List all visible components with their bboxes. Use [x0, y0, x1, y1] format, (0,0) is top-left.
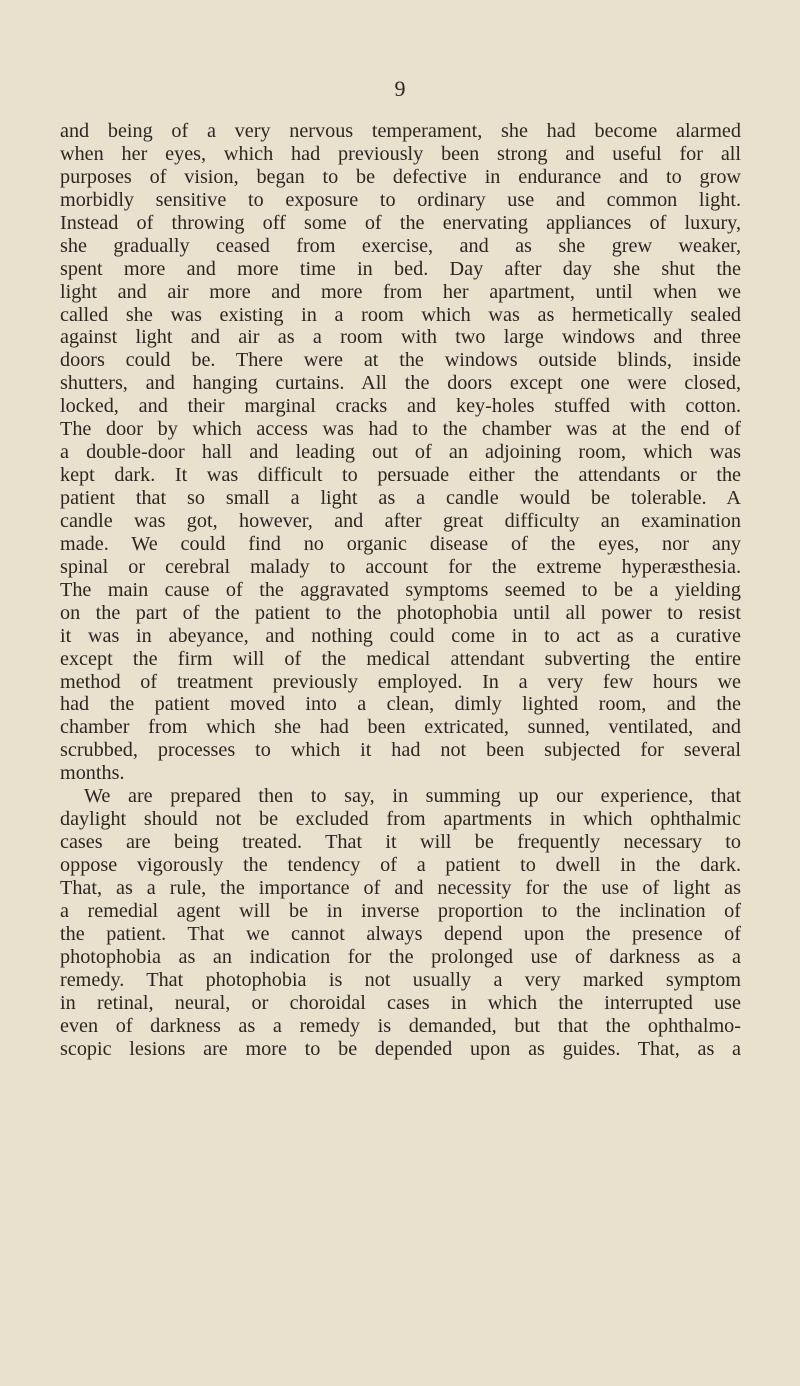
text-line: shutters, and hanging curtains. All the doors except one were closed,: [60, 372, 741, 395]
text-line: We are prepared then to say, in summing up our experience, that: [84, 785, 741, 808]
text-line: scopic lesions are more to be depended upon as guides. That, as a: [60, 1037, 741, 1060]
text-line: when her eyes, which had previously been strong and useful for all: [60, 142, 741, 165]
text-line: method of treatment previously employed. In a very few hours we: [60, 670, 741, 693]
text-line: chamber from which she had been extricated, sunned, ventilated, and: [60, 716, 741, 739]
text-line: light and air more and more from her apartment, until when we: [60, 280, 741, 303]
text-line: photophobia as an indication for the prolonged use of darkness as a: [60, 945, 741, 968]
text-line: That, as a rule, the importance of and necessity for the use of light as: [60, 876, 741, 899]
text-line: on the part of the patient to the photophobia until all power to resist: [60, 601, 741, 624]
text-line: spinal or cerebral malady to account for the extreme hyperæsthesia.: [60, 555, 741, 578]
text-line: morbidly sensitive to exposure to ordinary use and common light.: [60, 188, 741, 211]
text-line: in retinal, neural, or choroidal cases in which the interrupted use: [60, 991, 741, 1014]
text-line: Instead of throwing off some of the enervating appliances of luxury,: [60, 211, 741, 234]
text-line: she gradually ceased from exercise, and as she grew weaker,: [60, 234, 741, 257]
text-line: daylight should not be excluded from apartments in which ophthalmic: [60, 808, 741, 831]
text-line: the patient. That we cannot always depend upon the presence of: [60, 922, 741, 945]
text-line: spent more and more time in bed. Day after day she shut the: [60, 257, 741, 280]
text-line: a double-door hall and leading out of an adjoining room, which was: [60, 441, 741, 464]
text-line: even of darkness as a remedy is demanded, but that the ophthalmo-: [60, 1014, 741, 1037]
body-text: [60, 120, 741, 1060]
text-line: The main cause of the aggravated symptoms seemed to be a yielding: [60, 578, 741, 601]
text-line: made. We could find no organic disease of the eyes, nor any: [60, 532, 741, 555]
text-line: against light and air as a room with two large windows and three: [60, 326, 741, 349]
text-line: locked, and their marginal cracks and key-holes stuffed with cotton.: [60, 395, 741, 418]
text-line: months.: [60, 762, 125, 785]
text-line: oppose vigorously the tendency of a patient to dwell in the dark.: [60, 854, 741, 876]
text-line: a remedial agent will be in inverse proportion to the inclination of: [60, 899, 741, 922]
text-line: it was in abeyance, and nothing could come in to act as a curative: [60, 624, 741, 647]
text-line: kept dark. It was difficult to persuade either the attendants or the: [60, 464, 741, 487]
text-line: doors could be. There were at the windows outside blinds, inside: [60, 349, 741, 372]
page-number: 9: [394, 76, 406, 101]
text-line: called she was existing in a room which was as hermetically sealed: [60, 303, 741, 326]
text-line: except the firm will of the medical attendant subverting the entire: [60, 647, 741, 670]
text-line: The door by which access was had to the chamber was at the end of: [60, 418, 741, 441]
text-line: cases are being treated. That it will be frequently necessary to: [60, 831, 741, 854]
text-line: had the patient moved into a clean, dimly lighted room, and the: [60, 693, 741, 716]
text-line: scrubbed, processes to which it had not been subjected for several: [60, 739, 741, 762]
text-line: patient that so small a light as a candle would be tolerable. A: [60, 487, 741, 509]
text-line: candle was got, however, and after great difficulty an examination: [60, 509, 741, 532]
text-line: remedy. That photophobia is not usually a very marked symptom: [60, 968, 741, 991]
text-line: purposes of vision, began to be defective in endurance and to grow: [60, 165, 741, 188]
text-line: and being of a very nervous temperament, she had become alarmed: [60, 120, 741, 142]
